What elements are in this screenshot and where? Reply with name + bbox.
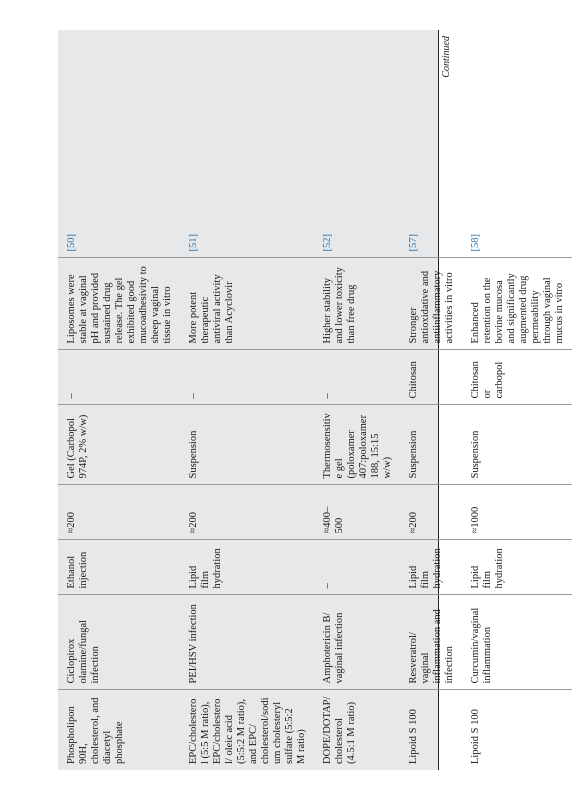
cell-outcome: More potent therapeutic antiviral activity than Acyclovir	[180, 258, 314, 350]
cell-drug-disease: Amphotericin B/ vaginal infection	[314, 595, 400, 690]
cell-drug-disease: Curcumin/vaginal inflammation	[462, 595, 572, 690]
reference-link[interactable]: [58]	[470, 234, 481, 252]
cell-reference[interactable]	[462, 30, 572, 258]
cell-outcome: Liposomes were stable at vaginal pH and provided sustained drug release. The gel exhibited good mucoadhesivity to sheep vaginal tissue in vitro	[58, 258, 180, 350]
cell-composition: Lipoid S 100	[470, 709, 481, 764]
cell-composition: EPC/cholesterol (5:5 M ratio), EPC/cholesterol/ oleic acid (5:5:2 M ratio), and EPC/ cholesterol/sodium cholesteryl sulfate (5:5:2 M ratio)	[188, 697, 307, 764]
table-row	[58, 30, 180, 770]
cell-size: ≈200	[400, 485, 462, 540]
cell-composition: Lipoid S 100	[408, 709, 419, 764]
cell-formulation: Thermosensitive gel (poloxamer 407:poloxamer 188, 15:15 w/w)	[314, 405, 400, 485]
cell-method: Lipid film hydration	[400, 540, 462, 595]
cell-outcome: Enhanced retention on the bovine mucosa and significantly augmented drug permeability through vaginal mucus in vitro	[462, 258, 572, 350]
cell-composition: Phospholipon 90H, cholesterol, and diacetyl phosphate	[66, 697, 125, 764]
cell-method: Lipid film hydration	[462, 540, 572, 595]
reference-link[interactable]: [57]	[408, 234, 419, 252]
cell-size: ≈1000	[462, 485, 572, 540]
cell-coating: –	[180, 350, 314, 405]
cell-reference[interactable]	[180, 30, 314, 258]
cell-coating: –	[314, 350, 400, 405]
cell-method: –	[314, 540, 400, 595]
cell-drug-disease: Ciclopirox olamine/fungal infection	[58, 595, 180, 690]
cell-outcome: Stronger antioxidative and antiinflammatory activities in vitro	[400, 258, 462, 350]
cell-outcome: Higher stability and lower toxicity than free drug	[314, 258, 400, 350]
cell-composition: DOPE/DOTAP/ cholesterol (4.5:1 M ratio)	[322, 696, 357, 764]
cell-size: ≈200	[58, 485, 180, 540]
reference-link[interactable]: [50]	[66, 234, 77, 252]
table-row	[462, 30, 572, 770]
cell-formulation: Suspension	[400, 405, 462, 485]
cell-reference[interactable]	[58, 30, 180, 258]
table-row	[314, 30, 400, 770]
liposome-table	[58, 30, 572, 770]
cell-drug-disease: Resveratrol/ vaginal inflammation and infection	[400, 595, 462, 690]
reference-link[interactable]: [51]	[188, 234, 199, 252]
cell-reference[interactable]	[314, 30, 400, 258]
cell-formulation: Suspension	[180, 405, 314, 485]
cell-coating: –	[58, 350, 180, 405]
cell-size: ≈400–500	[314, 485, 400, 540]
cell-reference[interactable]	[400, 30, 462, 258]
cell-formulation: Gel (Carbopol 974P, 2% w/w)	[58, 405, 180, 485]
cell-drug-disease: PEI/HSV infection	[180, 595, 314, 690]
cell-formulation: Suspension	[462, 405, 572, 485]
cell-method: Ethanol injection	[58, 540, 180, 595]
cell-size: ≈200	[180, 485, 314, 540]
cell-method: Lipid film hydration	[180, 540, 314, 595]
cell-coating: Chitosan	[400, 350, 462, 405]
continued-label: Continued	[441, 36, 452, 78]
table-row	[400, 30, 462, 770]
cell-coating: Chitosan or carbopol	[462, 350, 572, 405]
table-row	[180, 30, 314, 770]
reference-link[interactable]: [52]	[322, 234, 333, 252]
